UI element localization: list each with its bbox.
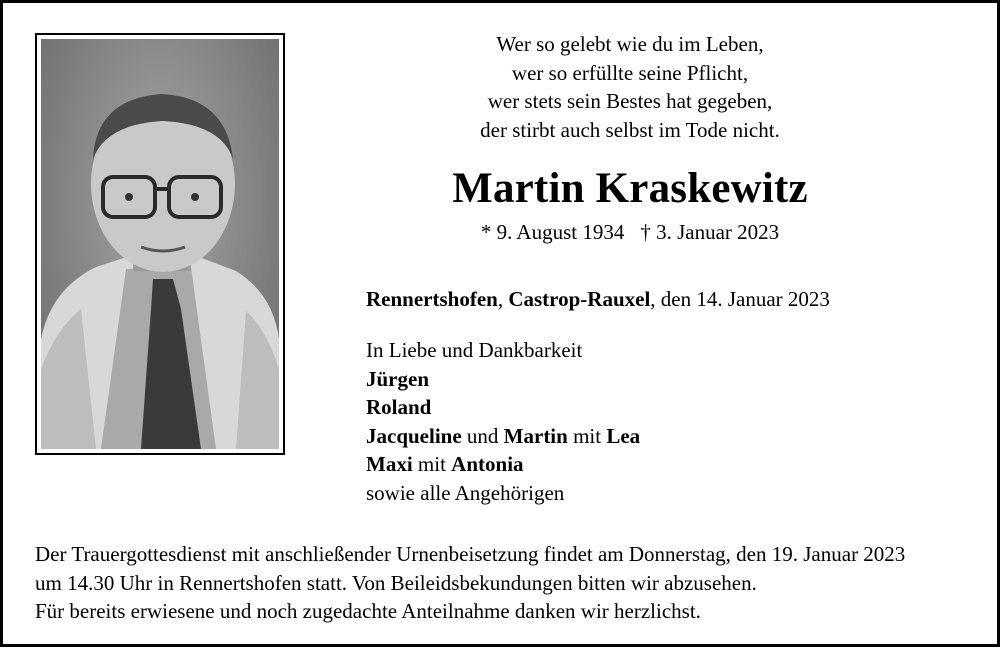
death-date: † 3. Januar 2023 [640,220,780,244]
mourners-closing: sowie alle Angehörigen [366,480,565,505]
mourner-name: Jürgen [366,366,429,391]
life-dates [380,220,880,245]
portrait-photo [35,33,285,455]
notice-line: um 14.30 Uhr in Rennertshofen statt. Von Beileidsbekundungen bitten wir abzusehen. [35,570,757,595]
mourner-name: Martin [503,423,568,448]
town-name: Rennertshofen [366,287,498,311]
notice-line: Für bereits erwiesene und noch zugedachte Anteilnahme danken wir herzlichst. [35,599,701,623]
poem-line: der stirbt auch selbst im Tode nicht. [480,117,780,142]
mourner-name: Maxi [366,452,413,476]
deceased-name: Martin Kraskewitz [452,165,808,212]
mourners-list [366,336,640,507]
conjunction: und [461,423,504,448]
memorial-poem [380,30,880,144]
service-notice [35,540,905,626]
portrait-image [41,39,279,449]
mourners-intro: In Liebe und Dankbarkeit [366,338,583,362]
poem-line: wer so erfüllte seine Pflicht, [511,60,749,85]
portrait-illustration [41,39,279,449]
mourner-name: Jacqueline [366,423,462,448]
birth-date: * 9. August 1934 [480,220,625,244]
place-and-date [366,287,830,312]
town-name: Castrop-Rauxel [508,287,651,311]
separator: , [497,287,509,311]
poem-line: wer stets sein Bestes hat gegeben, [487,89,773,113]
poem-line: Wer so gelebt wie du im Leben, [496,32,764,56]
notice-line: Der Trauergottesdienst mit anschließender Urnenbeisetzung findet am Donnerstag, den 19. Januar 2023 [35,542,906,566]
notice-date: , den 14. Januar 2023 [650,287,830,311]
mourner-name: Lea [606,423,641,448]
conjunction: mit [567,423,607,448]
conjunction: mit [412,452,452,476]
mourner-name: Roland [366,395,432,419]
mourner-name: Antonia [451,452,524,476]
